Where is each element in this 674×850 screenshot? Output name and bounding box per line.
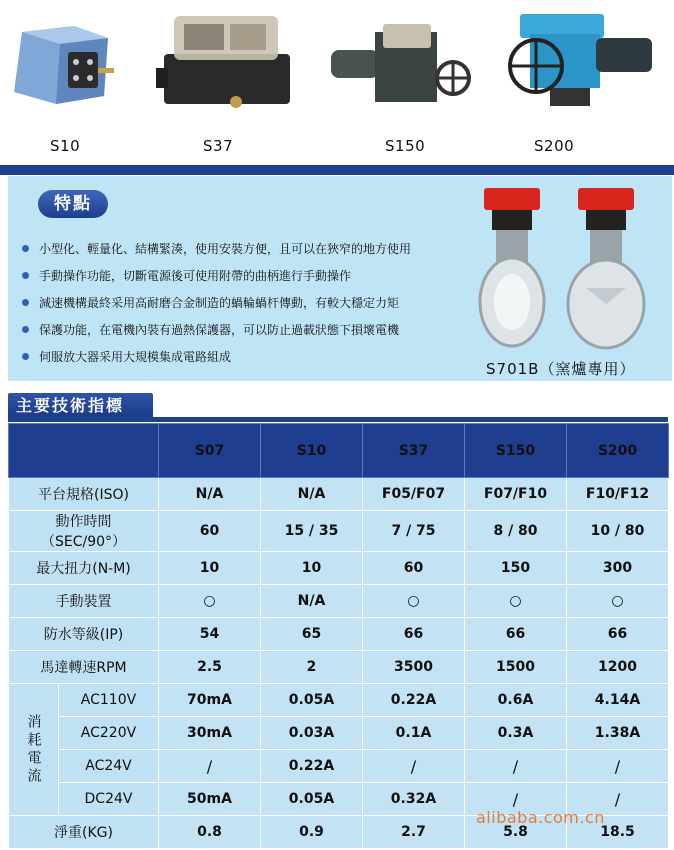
table-cell: 10 [159,552,261,585]
product-image-s200 [500,4,670,114]
table-cell: 65 [261,618,363,651]
table-cell: 0.03A [261,717,363,750]
table-cell: 0.1A [363,717,465,750]
table-cell: 4.14A [567,684,669,717]
table-cell: N/A [261,478,363,511]
product-image-s150 [325,20,475,120]
table-row [9,585,669,618]
feature-item: 伺服放大器采用大規模集成電路組成 [22,344,411,371]
table-row [9,552,669,585]
product-image-s37 [150,6,300,116]
table-cell: 60 [159,511,261,552]
tech-title: 主要技術指標 [8,393,153,419]
table-cell: 1200 [567,651,669,684]
table-cell: 0.05A [261,783,363,816]
row-label: 平台規格(ISO) [9,478,159,511]
table-row [9,618,669,651]
row-label: AC110V [59,684,159,717]
table-cell: 2.7 [363,816,465,849]
table-cell: ○ [159,585,261,618]
current-group-label [9,684,59,816]
table-cell: 30mA [159,717,261,750]
model-header: S07 [159,424,261,478]
table-cell: 54 [159,618,261,651]
row-label: 最大扭力(N-M) [9,552,159,585]
table-cell: / [567,783,669,816]
product-image-s10 [4,12,124,112]
table-cell: 66 [363,618,465,651]
model-header: S37 [363,424,465,478]
table-cell: 0.32A [363,783,465,816]
features-panel [8,176,672,381]
table-cell: 3500 [363,651,465,684]
row-label: 手動裝置 [9,585,159,618]
table-cell: 0.9 [261,816,363,849]
bullet-icon [22,326,29,333]
tech-title-underline [8,417,668,422]
table-cell: F05/F07 [363,478,465,511]
spec-table [8,423,669,849]
features-list [22,236,411,371]
bullet-icon [22,272,29,279]
table-cell: 2.5 [159,651,261,684]
table-row [9,750,669,783]
row-label: 防水等級(IP) [9,618,159,651]
bullet-icon [22,245,29,252]
header-blank-cell [9,424,159,478]
table-cell: 0.8 [159,816,261,849]
table-cell: 0.22A [261,750,363,783]
table-cell: / [465,783,567,816]
feature-item: 減速機構最終采用高耐磨合金制造的蝸輪蝸杆傳動，有較大穩定力矩 [22,290,411,317]
product-label-s10: S10 [50,137,81,155]
table-row [9,511,669,552]
table-cell: 66 [465,618,567,651]
feature-item: 手動操作功能，切斷電源後可使用附帶的曲柄進行手動操作 [22,263,411,290]
s701b-caption: S701B（窯爐專用） [486,360,636,378]
table-cell: 2 [261,651,363,684]
table-cell: ○ [363,585,465,618]
bullet-icon [22,299,29,306]
table-cell: N/A [261,585,363,618]
table-cell: 5.8 [465,816,567,849]
table-cell: 66 [567,618,669,651]
table-cell: / [363,750,465,783]
table-cell: 60 [363,552,465,585]
row-label: 馬達轉速RPM [9,651,159,684]
table-cell: / [465,750,567,783]
table-cell: 1.38A [567,717,669,750]
row-label: 動作時間 （SEC/90°） [9,511,159,552]
table-cell: / [567,750,669,783]
model-header: S200 [567,424,669,478]
row-label: DC24V [59,783,159,816]
product-label-s150: S150 [385,137,426,155]
product-label-s37: S37 [203,137,234,155]
feature-item: 保護功能，在電機內裝有過熱保護器，可以防止過載狀態下損壞電機 [22,317,411,344]
table-cell: 0.3A [465,717,567,750]
table-cell: ○ [567,585,669,618]
table-cell: 0.22A [363,684,465,717]
s701b-image [478,184,658,358]
table-row [9,717,669,750]
model-header: S10 [261,424,363,478]
table-row [9,684,669,717]
table-cell: N/A [159,478,261,511]
feature-item: 小型化、輕量化、結構緊湊，使用安裝方便，且可以在狹窄的地方使用 [22,236,411,263]
table-cell: 0.6A [465,684,567,717]
table-cell: 8 / 80 [465,511,567,552]
row-label: AC220V [59,717,159,750]
table-header-row [9,424,669,478]
section-divider [0,165,674,175]
table-cell: 10 [261,552,363,585]
row-label: AC24V [59,750,159,783]
table-cell: F10/F12 [567,478,669,511]
bullet-icon [22,353,29,360]
table-cell: F07/F10 [465,478,567,511]
table-cell: 7 / 75 [363,511,465,552]
table-cell: 300 [567,552,669,585]
table-cell: 50mA [159,783,261,816]
table-cell: 10 / 80 [567,511,669,552]
table-cell: 0.05A [261,684,363,717]
table-cell: 70mA [159,684,261,717]
model-header: S150 [465,424,567,478]
table-cell: 15 / 35 [261,511,363,552]
current-group-text: 消耗電流 [25,713,42,786]
table-cell: 18.5 [567,816,669,849]
row-label: 淨重(KG) [9,816,159,849]
product-label-s200: S200 [534,137,575,155]
table-cell: / [159,750,261,783]
features-title: 特點 [38,190,108,218]
table-row [9,651,669,684]
table-cell: 1500 [465,651,567,684]
watermark: alibaba.com.cn [476,808,605,827]
table-cell: 150 [465,552,567,585]
table-cell: ○ [465,585,567,618]
table-row [9,478,669,511]
